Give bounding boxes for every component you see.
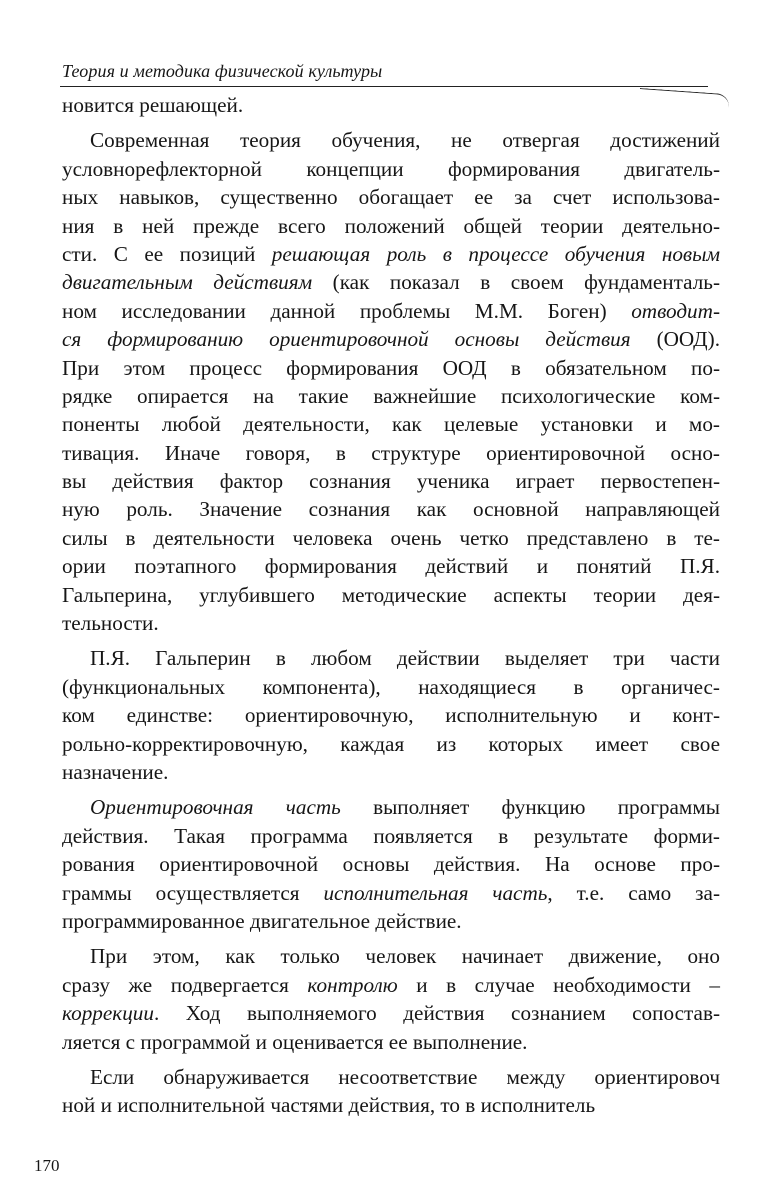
italic-phrase: коррекции xyxy=(62,1001,154,1026)
text-segment: действия. Такая программа появляется в результате форми- xyxy=(62,823,720,848)
paragraph xyxy=(62,1063,720,1120)
page-number: 170 xyxy=(34,1156,60,1175)
text-segment: ной и исполнительной частями действия, то в исполнитель xyxy=(62,1093,596,1118)
text-line xyxy=(62,673,720,701)
text-segment: поненты любой деятельности, как целевые установки и мо- xyxy=(62,412,720,437)
text-segment: (ООД). xyxy=(630,327,720,352)
text-line xyxy=(62,212,720,240)
text-line xyxy=(62,971,720,999)
text-segment: ории поэтапного формирования действий и понятий П.Я. xyxy=(62,554,720,579)
italic-phrase: Ориентировочная часть xyxy=(90,795,341,820)
paragraph xyxy=(62,644,720,786)
text-segment: силы в деятельности человека очень четко представлено в те- xyxy=(62,525,720,550)
text-segment: рольно-корректировочную, каждая из которых имеет свое xyxy=(62,731,720,756)
paragraph-gap xyxy=(62,786,720,793)
text-line xyxy=(62,439,720,467)
text-line xyxy=(62,155,720,183)
text-segment: ную роль. Значение сознания как основной направляющей xyxy=(62,497,720,522)
paragraph-gap xyxy=(62,637,720,644)
text-segment: тивация. Иначе говоря, в структуре ориентировочной осно- xyxy=(62,440,720,465)
italic-phrase: двигательным действиям xyxy=(62,270,313,295)
text-segment: сти. С ее позиций xyxy=(62,241,272,266)
text-segment: П.Я. Гальперин в любом действии выделяет три части xyxy=(90,646,720,671)
text-segment: (как показал в своем фундаменталь- xyxy=(312,270,720,295)
paragraph xyxy=(62,793,720,935)
text-line xyxy=(62,822,720,850)
paragraph-gap xyxy=(62,119,720,126)
paragraph-gap xyxy=(62,935,720,942)
text-segment: назначение. xyxy=(62,759,169,784)
text-line xyxy=(62,495,720,523)
paragraph xyxy=(62,942,720,1056)
header-rule xyxy=(60,86,708,87)
text-line xyxy=(62,1063,720,1091)
text-line xyxy=(62,268,720,296)
text-segment: При этом, как только человек начинает движение, оно xyxy=(90,944,720,969)
text-segment: условнорефлекторной концепции формирования двигатель- xyxy=(62,156,720,181)
text-segment: Гальперина, углубившего методические аспекты теории дея- xyxy=(62,582,720,607)
text-line xyxy=(62,552,720,580)
text-line xyxy=(62,701,720,729)
paragraph xyxy=(62,126,720,637)
text-segment: ных навыков, существенно обогащает ее за счет использова- xyxy=(62,185,720,210)
text-line xyxy=(62,581,720,609)
body-text xyxy=(62,91,720,1120)
text-segment: , т.е. само за- xyxy=(547,880,721,905)
text-line xyxy=(62,240,720,268)
text-segment: новится решающей. xyxy=(62,93,244,117)
text-segment: Современная теория обучения, не отвергая достижений xyxy=(90,128,720,153)
text-segment: . Ход выполняемого действия сознанием сопостав- xyxy=(153,1001,720,1026)
paragraph-gap xyxy=(62,1056,720,1063)
text-line xyxy=(62,1028,720,1056)
text-line xyxy=(62,354,720,382)
text-segment: тельности. xyxy=(62,611,159,636)
text-line xyxy=(62,758,720,786)
text-line xyxy=(62,907,720,935)
text-line xyxy=(62,467,720,495)
text-segment: и в случае необходимости – xyxy=(397,972,721,997)
text-line xyxy=(62,382,720,410)
italic-phrase: исполнительная часть xyxy=(323,880,548,905)
text-line xyxy=(62,850,720,878)
text-segment: вы действия фактор сознания ученика играет первостепен- xyxy=(62,469,720,494)
text-line xyxy=(62,325,720,353)
text-segment: При этом процесс формирования ООД в обязательном по- xyxy=(62,355,720,380)
text-segment: граммы осуществляется xyxy=(62,880,324,905)
text-segment: ляется с программой и оценивается ее выполнение. xyxy=(62,1029,528,1054)
text-segment: (функциональных компонента), находящиеся в органичес- xyxy=(62,674,720,699)
text-line xyxy=(62,942,720,970)
text-segment: рования ориентировочной основы действия. На основе про- xyxy=(62,852,720,877)
text-line xyxy=(62,793,720,821)
text-line xyxy=(62,999,720,1027)
text-line xyxy=(62,879,720,907)
text-segment: выполняет функцию программы xyxy=(340,795,720,820)
text-segment: Если обнаруживается несоответствие между ориентировоч xyxy=(90,1064,720,1089)
text-segment: ния в ней прежде всего положений общей теории деятельно- xyxy=(62,213,720,238)
text-segment: ном исследовании данной проблемы М.М. Боген) xyxy=(62,298,632,323)
text-segment: сразу же подвергается xyxy=(62,972,308,997)
text-line xyxy=(62,297,720,325)
text-segment: программированное двигательное действие. xyxy=(62,908,462,933)
text-line xyxy=(62,609,720,637)
italic-phrase: ся формированию ориентировочной основы действия xyxy=(62,327,631,352)
text-line xyxy=(62,524,720,552)
text-segment: рядке опирается на такие важнейшие психологические ком- xyxy=(62,383,720,408)
text-segment: ком единстве: ориентировочную, исполнительную и конт- xyxy=(62,703,720,728)
paragraph xyxy=(62,91,720,119)
text-line xyxy=(62,644,720,672)
text-line xyxy=(62,1091,720,1119)
text-line xyxy=(62,730,720,758)
italic-phrase: отводит- xyxy=(631,298,720,323)
italic-phrase: контролю xyxy=(307,972,398,997)
text-line xyxy=(62,410,720,438)
italic-phrase: решающая роль в процессе обучения новым xyxy=(271,241,720,266)
text-line xyxy=(62,183,720,211)
text-line xyxy=(62,126,720,154)
running-head: Теория и методика физической культуры xyxy=(62,61,383,81)
text-line xyxy=(62,91,720,119)
